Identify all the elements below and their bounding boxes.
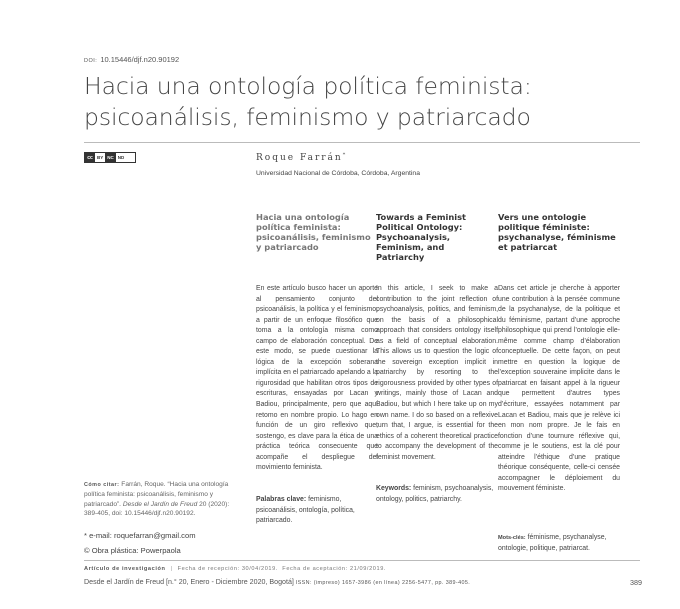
footer-sep: | <box>170 566 173 572</box>
column-fr <box>498 212 620 274</box>
artwork-credit: © Obra plástica: Powerpaola <box>84 546 181 555</box>
author-footnote-mark: * <box>342 152 346 158</box>
accepted-date: Fecha de aceptación: 21/09/2019. <box>282 566 387 572</box>
title-es-line: y patriarcado <box>256 242 319 252</box>
author-email[interactable]: * e-mail: roquefarran@gmail.com <box>84 531 196 540</box>
column-title-fr <box>498 212 620 274</box>
citation-text: Farrán, Roque. “Hacia una ontología política feminista: psicoanálisis, feminismo y patriarcado”. <box>84 481 229 508</box>
abstract-fr: Dans cet article je cherche à apporter une contribution à la pensée commune de la psychanalyse, de la politique et du féminisme, partant d’une approche philosophique qui prend l’ontologie elle-même comme champ d’élaboration conceptuelle. De cette façon, on peut mettre en question la logique de l’exception souveraine implicite dans le patriarcat en faisant appel à la rigueur que permettent d’autres types d’écriture, essayées notamment par Lacan et Badiou, mais que je relève ici en mon nom propre. Je le fais en fonction d’une tournure réflexive qui, comme je le soutiens, est la clé pour atteindre l’éthique d’une pratique théorique conséquente, celle-ci censée accompagner le déploiement du mouvement féministe. <box>498 285 620 493</box>
cc-icon: cc <box>85 153 95 162</box>
page-number: 389 <box>630 578 642 587</box>
cc-nc: NC <box>107 155 114 160</box>
title-es-line: política feminista: <box>256 222 341 232</box>
footer-divider <box>84 560 640 561</box>
citation-journal: Desde el Jardín de Freud <box>121 500 198 508</box>
citation-rest: 20 (2020): 389-405, doi: 10.15446/djf.n20.90192. <box>84 500 230 517</box>
citation-note <box>84 480 234 518</box>
title-line-2: psicoanálisis, feminismo y patriarcado <box>84 103 531 131</box>
received-date: Fecha de recepción: 30/04/2019. <box>177 566 278 572</box>
journal-info: Desde el Jardín de Freud [n.° 20, Enero - Diciembre 2020, Bogotá] <box>84 578 294 586</box>
title-en-line: Feminism, and <box>376 242 445 252</box>
title-es-line: Hacia una ontología <box>256 212 350 222</box>
keywords-text-fr: féminisme, psychanalyse, ontologie, politique, patriarcat. <box>498 534 607 552</box>
author-name <box>256 152 345 163</box>
keywords-en <box>376 484 498 505</box>
footer-meta <box>84 566 386 572</box>
doi-line <box>84 55 179 64</box>
column-title-es <box>256 212 378 274</box>
author-name-text: Roque Farrán <box>256 153 343 163</box>
cc-nd: ND <box>117 155 125 160</box>
cc-license-badge[interactable] <box>84 152 136 163</box>
title-fr-line: politique féministe: <box>498 222 590 232</box>
doi-label: DOI: <box>84 58 98 64</box>
column-es <box>256 212 378 274</box>
title-en-line: Psychoanalysis, <box>376 232 451 242</box>
keywords-label-en: Keywords: <box>376 485 412 492</box>
title-es-line: psicoanálisis, feminismo <box>256 232 371 242</box>
column-title-en <box>376 212 498 274</box>
article-type: Artículo de investigación <box>84 566 166 572</box>
keywords-text-en: feminism, psychoanalysis, ontology, politics, patriarchy. <box>376 485 494 503</box>
abstract-en: In this article, I seek to make a contribution to the joint reflection of psychoanalysis, politics, and feminism, on the basis of a philosophical approach that considers ontology itself as a field of conceptual elaboration. This allows us to question the logic of the sovereign exception implicit in patriarchy by resorting to the rigorousness provided by other types of writings, mainly those of Lacan and Badiou, but which I here take up on my own name. I do so based on a reflexive turn that, I argue, is essential for the ethics of a coherent theoretical practice to accompany the development of the feminist movement. <box>376 285 498 461</box>
title-fr-line: et patriarcat <box>498 242 558 252</box>
title-fr-line: psychanalyse, féminisme <box>498 232 616 242</box>
keywords-label-es: Palabras clave: <box>256 496 307 503</box>
abstract-es: En este artículo busco hacer un aporte al pensamiento conjunto del psicoanálisis, la política y el feminismo, a partir de un enfoque filosófico que toma a la ontología misma como campo de elaboración conceptual. De este modo, se puede cuestionar la lógica de la excepción soberana implícita en el patriarcado apelando a la rigurosidad que habilitan otros tipos de escrituras, ensayadas por Lacan y Badiou, principalmente, pero que aquí retomo en nombre propio. Lo hago en función de un giro reflexivo que, sostengo, es clave para la ética de una práctica teórica consecuente que acompañe el despliegue del movimiento feminista. <box>256 285 378 472</box>
article-title <box>84 71 644 133</box>
author-affiliation: Universidad Nacional de Córdoba, Córdoba, Argentina <box>256 170 420 177</box>
keywords-text-es: feminismo, psicoanálisis, ontología, política, patriarcado. <box>256 496 355 524</box>
keywords-label-fr: Mots-clés: <box>498 535 526 541</box>
citation-label: Cómo citar: <box>84 482 120 488</box>
issn-info: ISSN: (impreso) 1657-3986 (en línea) 2256-5477, pp. 389-405. <box>293 580 471 586</box>
title-line-1: Hacia una ontología política feminista: <box>84 72 532 100</box>
keywords-fr <box>498 533 620 554</box>
cc-by: BY <box>97 155 104 160</box>
title-divider <box>84 142 640 143</box>
doi-value[interactable]: 10.15446/djf.n20.90192 <box>100 55 180 64</box>
keywords-es <box>256 495 378 527</box>
column-en <box>376 212 498 274</box>
title-en-line: Patriarchy <box>376 252 425 262</box>
title-en-line: Towards a Feminist <box>376 212 466 222</box>
footer-journal <box>84 578 470 586</box>
title-fr-line: Vers une ontologie <box>498 212 587 222</box>
title-en-line: Political Ontology: <box>376 222 463 232</box>
